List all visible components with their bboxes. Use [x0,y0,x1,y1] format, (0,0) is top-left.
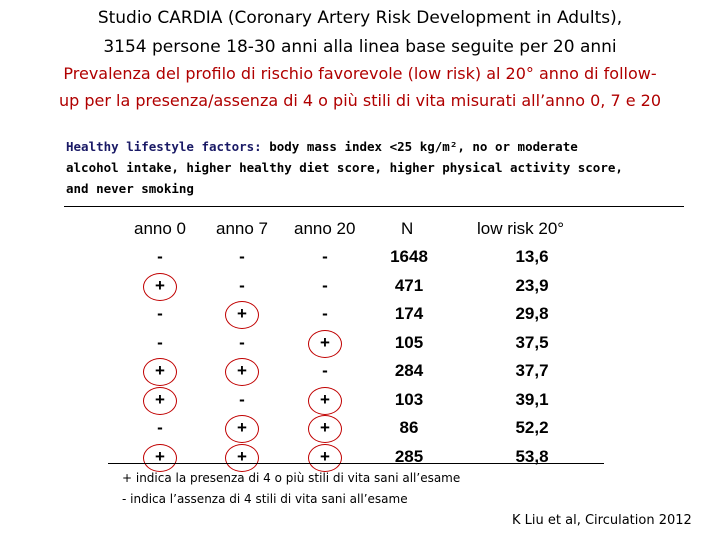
cell-anno-20: - [322,361,328,380]
legend-minus: - indica l’assenza di 4 stili di vita sani all’esame [122,492,408,506]
cell-anno-7: + [237,304,247,323]
cell-low-risk: 39,1 [515,389,549,409]
page-title-line-1: Studio CARDIA (Coronary Artery Risk Development in Adults), [97,8,623,28]
cell-anno-20: + [320,332,330,352]
table-top-rule [64,206,684,207]
cell-low-risk: 53,8 [515,446,549,466]
col-header-n: N [401,219,414,238]
cell-anno-20: - [322,275,328,295]
cell-anno-20: - [322,247,328,266]
cell-anno-0: - [157,304,163,323]
cell-anno-0: + [155,446,165,466]
cell-anno-20: + [320,389,330,409]
cell-anno-7: - [239,332,245,352]
factors-lead: Healthy lifestyle factors: [66,139,262,154]
cell-low-risk: 37,7 [515,361,549,380]
col-header-anno-20: anno 20 [294,219,356,238]
cell-anno-0: + [155,275,165,295]
cell-anno-7: + [237,361,247,380]
cell-n: 284 [394,361,424,380]
col-header-anno-0: anno 0 [134,219,186,238]
cell-low-risk: 23,9 [515,275,549,295]
cell-low-risk: 29,8 [515,304,549,323]
cell-anno-7: + [237,418,247,437]
cell-anno-0: - [157,247,163,266]
cell-n: 174 [394,304,424,323]
cell-anno-7: - [239,247,245,266]
cell-low-risk: 52,2 [515,418,549,437]
cell-anno-0: + [155,361,165,380]
citation: K Liu et al, Circulation 2012 [512,513,692,528]
cell-anno-0: - [157,332,163,352]
cell-n: 1648 [390,247,428,266]
subtitle-line-2: up per la presenza/assenza di 4 o più stili di vita misurati all’anno 0, 7 e 20 [58,91,662,110]
cell-anno-20: + [320,418,330,437]
cell-low-risk: 13,6 [515,247,549,266]
cell-anno-0: + [155,389,165,409]
cell-n: 103 [394,389,424,409]
table-bottom-rule [108,463,604,464]
cell-anno-7: + [237,446,247,466]
col-header-low-risk: low risk 20° [477,219,565,238]
cell-anno-20: - [322,304,328,323]
cell-n: 285 [394,446,424,466]
cell-n: 86 [399,418,419,437]
healthy-factors-note [66,136,666,199]
cell-anno-7: - [239,389,245,409]
col-header-anno-7: anno 7 [216,219,268,238]
cell-n: 471 [394,275,424,295]
cell-anno-7: - [239,275,245,295]
cell-low-risk: 37,5 [515,332,549,352]
subtitle-line-1: Prevalenza del profilo di rischio favorevole (low risk) al 20° anno di follow- [63,64,657,83]
factors-line-1-rest: body mass index <25 kg/m², no or moderate [261,139,578,154]
factors-line-3: and never smoking [66,181,194,196]
legend-plus: + indica la presenza di 4 o più stili di vita sani all’esame [122,471,461,485]
factors-line-2: alcohol intake, higher healthy diet score, higher physical activity score, [66,160,623,175]
cell-n: 105 [394,332,424,352]
cell-anno-20: + [320,446,330,466]
factors-line-1 [66,136,666,157]
page-title-line-2: 3154 persone 18-30 anni alla linea base seguite per 20 anni [103,37,617,57]
cell-anno-0: - [157,418,163,437]
